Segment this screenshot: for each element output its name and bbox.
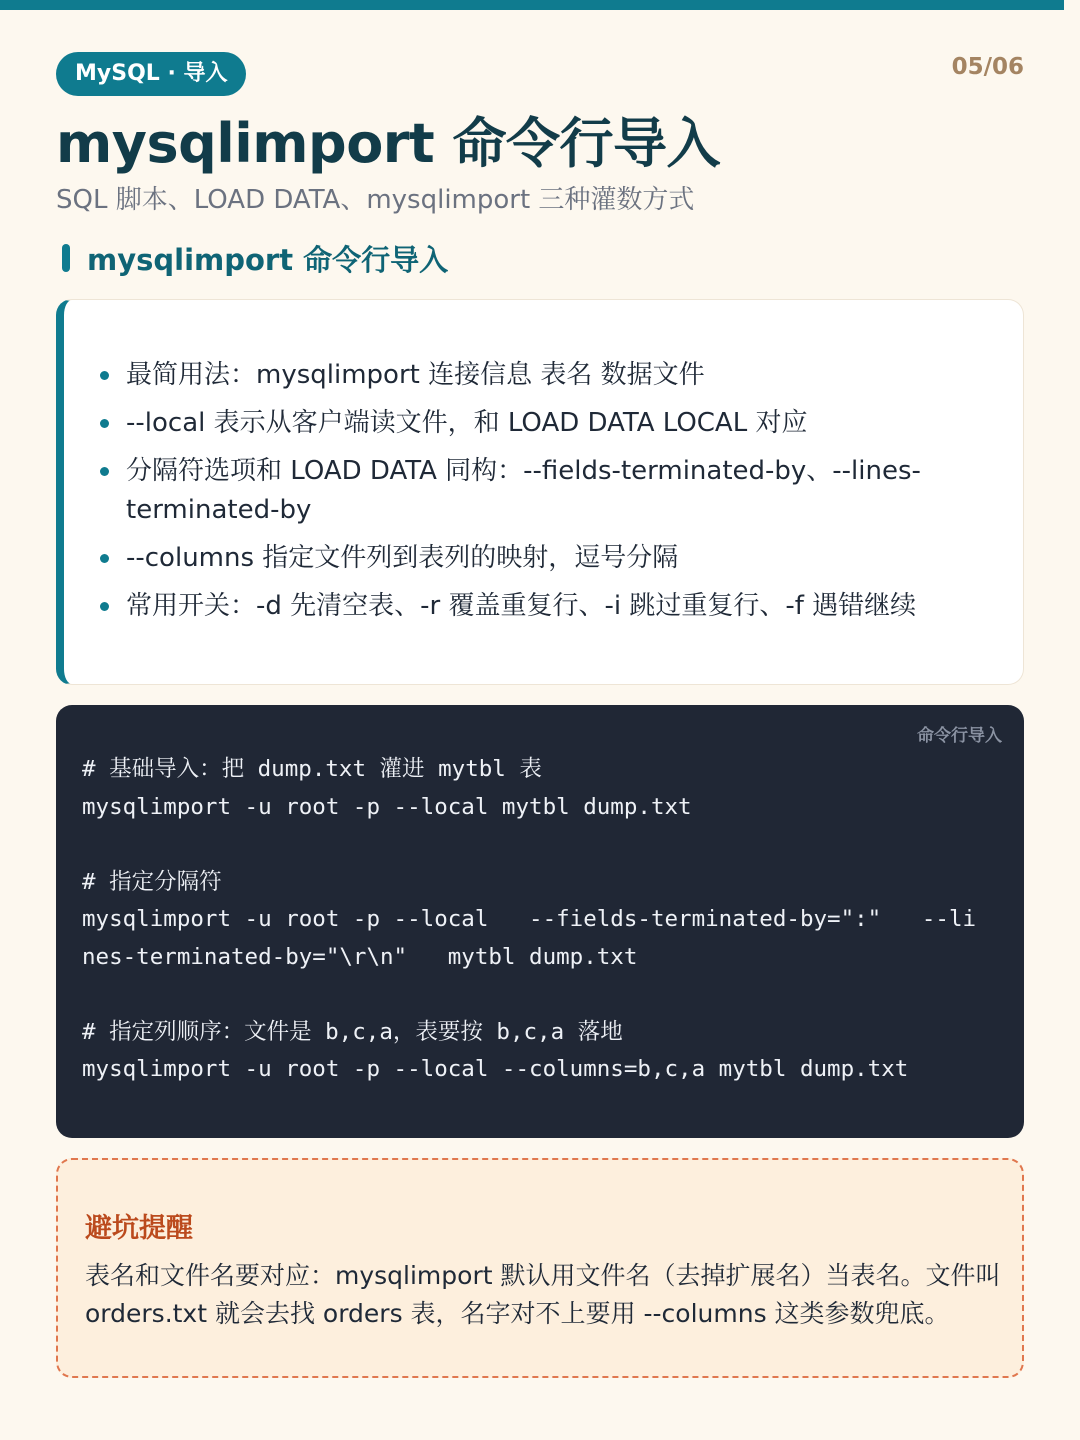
list-item-text: 最简用法：mysqlimport 连接信息 表名 数据文件 [126, 360, 705, 390]
list-item-text: 常用开关：-d 先清空表、-r 覆盖重复行、-i 跳过重复行、-f 遇错继续 [126, 591, 917, 621]
warning-title: 避坑提醒 [85, 1213, 193, 1244]
code-card [56, 705, 1024, 1138]
section-marker-bar [62, 244, 70, 272]
list-item-text: --local 表示从客户端读文件，和 LOAD DATA LOCAL 对应 [126, 408, 808, 438]
list-item-text: --columns 指定文件列到表列的映射，逗号分隔 [126, 543, 679, 573]
list-item [100, 404, 930, 443]
warning-text: 表名和文件名要对应：mysqlimport 默认用文件名（去掉扩展名）当表名。文件叫 orders.txt 就会去找 orders 表，名字对不上要用 --columns 这类参数兜底。 [85, 1261, 1001, 1328]
bullet-dot-icon [100, 371, 109, 380]
section-heading [62, 240, 448, 276]
list-item [100, 356, 930, 395]
warning-card [56, 1158, 1024, 1378]
bullet-dot-icon [100, 419, 109, 428]
bullet-dot-icon [100, 602, 109, 611]
section-title: mysqlimport 命令行导入 [87, 242, 449, 277]
code-label: 命令行导入 [917, 726, 1002, 746]
page-number: 05/06 [951, 54, 1024, 80]
page-title: mysqlimport 命令行导入 [56, 112, 721, 175]
top-accent-bar [0, 0, 1064, 10]
list-item [100, 587, 930, 626]
list-item-text: 分隔符选项和 LOAD DATA 同构：--fields-terminated-by、--lines-terminated-by [126, 456, 921, 525]
code-block: # 基础导入：把 dump.txt 灌进 mytbl 表 mysqlimport -u root -p --local mytbl dump.txt # 指定分隔符 mysqlimport -u root -p --local --fields-terminated-by=":" --li nes-terminated-by="\r\n" mytbl dump.txt # 指定列顺序：文件是 b,c,a，表要按 b,c,a 落地 mysqlimport -u root -p --local --columns=b,c,a mytbl dump.txt [82, 756, 977, 1082]
bullet-dot-icon [100, 467, 109, 476]
key-points-card [56, 299, 1024, 685]
topic-badge: MySQL · 导入 [56, 52, 246, 96]
list-item [100, 539, 930, 578]
bullet-dot-icon [100, 554, 109, 563]
page-subtitle: SQL 脚本、LOAD DATA、mysqlimport 三种灌数方式 [56, 185, 695, 215]
list-item [100, 452, 930, 530]
key-points-list [100, 356, 930, 635]
